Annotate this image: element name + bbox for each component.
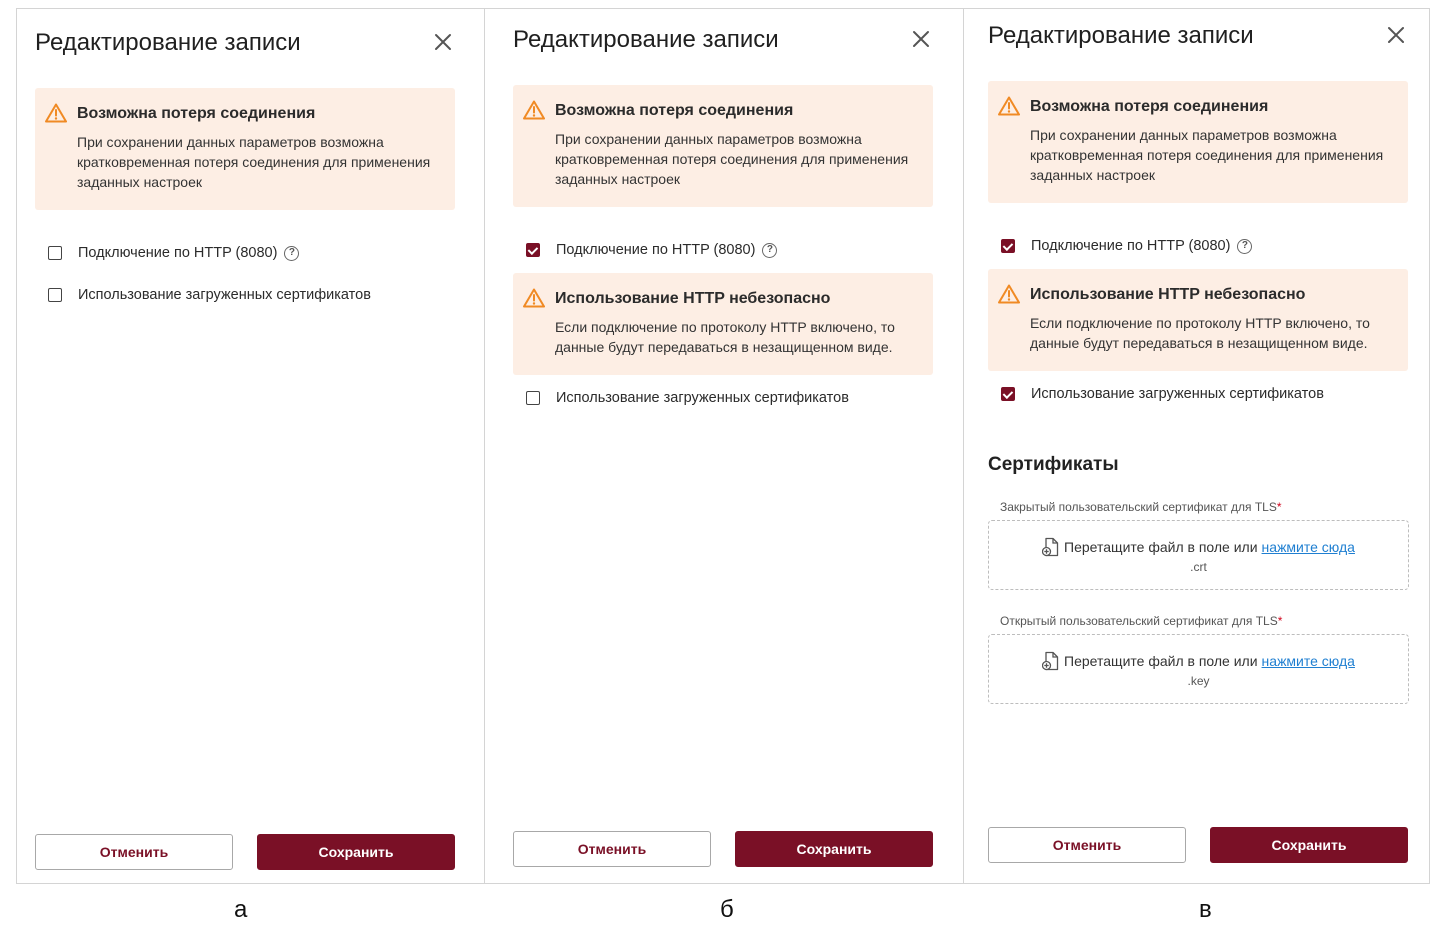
upload-link[interactable]: нажмите сюда (1261, 653, 1355, 669)
certs-checkbox-label: Использование загруженных сертификатов (78, 287, 371, 303)
upload-link[interactable]: нажмите сюда (1261, 539, 1355, 555)
close-icon[interactable] (911, 29, 931, 49)
certs-checkbox[interactable] (526, 391, 540, 405)
private-cert-label (1000, 500, 1282, 514)
warning-icon (998, 284, 1020, 304)
dropzone-line (989, 651, 1408, 671)
certs-checkbox-row[interactable] (1001, 384, 1324, 404)
alert-title: Использование HTTP небезопасно (1030, 286, 1306, 303)
http-checkbox[interactable] (526, 243, 540, 257)
certs-checkbox-row[interactable] (526, 388, 849, 408)
private-cert-label-text: Закрытый пользовательский сертификат для TLS (1000, 500, 1277, 514)
certs-checkbox-row[interactable] (48, 285, 371, 305)
alert-text: При сохранении данных параметров возможна кратковременная потеря соединения для применения заданных настроек (555, 131, 909, 187)
alert-title: Возможна потеря соединения (77, 105, 316, 122)
edit-record-panel-a (16, 8, 485, 884)
http-checkbox[interactable] (1001, 239, 1015, 253)
dropzone-text: Перетащите файл в поле или (1064, 653, 1258, 669)
help-icon[interactable]: ? (284, 246, 299, 261)
file-extension: .crt (1190, 560, 1207, 574)
http-checkbox-label: Подключение по HTTP (8080) (1031, 238, 1231, 254)
alert-text: При сохранении данных параметров возможна кратковременная потеря соединения для применения заданных настроек (77, 134, 431, 190)
caption-a: а (234, 896, 248, 923)
certs-checkbox[interactable] (48, 288, 62, 302)
close-icon[interactable] (433, 32, 453, 52)
cancel-button[interactable]: Отменить (988, 827, 1186, 863)
required-mark: * (1277, 614, 1283, 628)
edit-record-panel-c (963, 8, 1430, 884)
alert-title: Возможна потеря соединения (555, 102, 794, 119)
warning-icon (523, 100, 545, 120)
http-checkbox-label: Подключение по HTTP (8080) (78, 245, 278, 261)
dropzone-line (989, 537, 1408, 557)
private-cert-dropzone[interactable] (988, 520, 1409, 590)
http-checkbox-row[interactable] (526, 240, 777, 260)
alert-connection-loss (35, 88, 455, 210)
http-checkbox-label: Подключение по HTTP (8080) (556, 242, 756, 258)
public-cert-label (1000, 614, 1282, 628)
file-add-icon (1042, 537, 1060, 557)
public-cert-label-text: Открытый пользовательский сертификат для TLS (1000, 614, 1278, 628)
http-checkbox-row[interactable] (48, 243, 299, 263)
alert-title: Использование HTTP небезопасно (555, 290, 831, 307)
warning-icon (998, 96, 1020, 116)
alert-text: Если подключение по протоколу HTTP включено, то данные будут передаваться в незащищенном виде. (555, 319, 895, 355)
save-button[interactable]: Сохранить (735, 831, 933, 867)
close-icon[interactable] (1386, 25, 1406, 45)
certs-checkbox-label: Использование загруженных сертификатов (1031, 386, 1324, 402)
help-icon[interactable]: ? (1237, 239, 1252, 254)
save-button[interactable]: Сохранить (257, 834, 455, 870)
panel-title: Редактирование записи (513, 26, 779, 53)
http-checkbox-row[interactable] (1001, 236, 1252, 256)
file-add-icon (1042, 651, 1060, 671)
panel-title: Редактирование записи (988, 22, 1254, 49)
file-extension: .key (1187, 674, 1210, 688)
save-button[interactable]: Сохранить (1210, 827, 1408, 863)
certs-checkbox-label: Использование загруженных сертификатов (556, 390, 849, 406)
http-checkbox[interactable] (48, 246, 62, 260)
alert-text: При сохранении данных параметров возможна кратковременная потеря соединения для применения заданных настроек (1030, 127, 1384, 183)
panel-title: Редактирование записи (35, 29, 301, 56)
dropzone-text: Перетащите файл в поле или (1064, 539, 1258, 555)
alert-text: Если подключение по протоколу HTTP включено, то данные будут передаваться в незащищенном виде. (1030, 315, 1370, 351)
warning-icon (45, 103, 67, 123)
caption-b: б (720, 896, 734, 923)
edit-record-panel-b (484, 8, 964, 884)
alert-connection-loss (513, 85, 933, 207)
cancel-button[interactable]: Отменить (35, 834, 233, 870)
public-cert-dropzone[interactable] (988, 634, 1409, 704)
required-mark: * (1276, 500, 1282, 514)
alert-http-insecure (513, 273, 933, 375)
warning-icon (523, 288, 545, 308)
alert-http-insecure (988, 269, 1408, 371)
certificates-section-title: Сертификаты (988, 454, 1119, 475)
alert-title: Возможна потеря соединения (1030, 98, 1269, 115)
certs-checkbox[interactable] (1001, 387, 1015, 401)
cancel-button[interactable]: Отменить (513, 831, 711, 867)
alert-connection-loss (988, 81, 1408, 203)
caption-c: в (1199, 896, 1212, 923)
help-icon[interactable]: ? (762, 243, 777, 258)
